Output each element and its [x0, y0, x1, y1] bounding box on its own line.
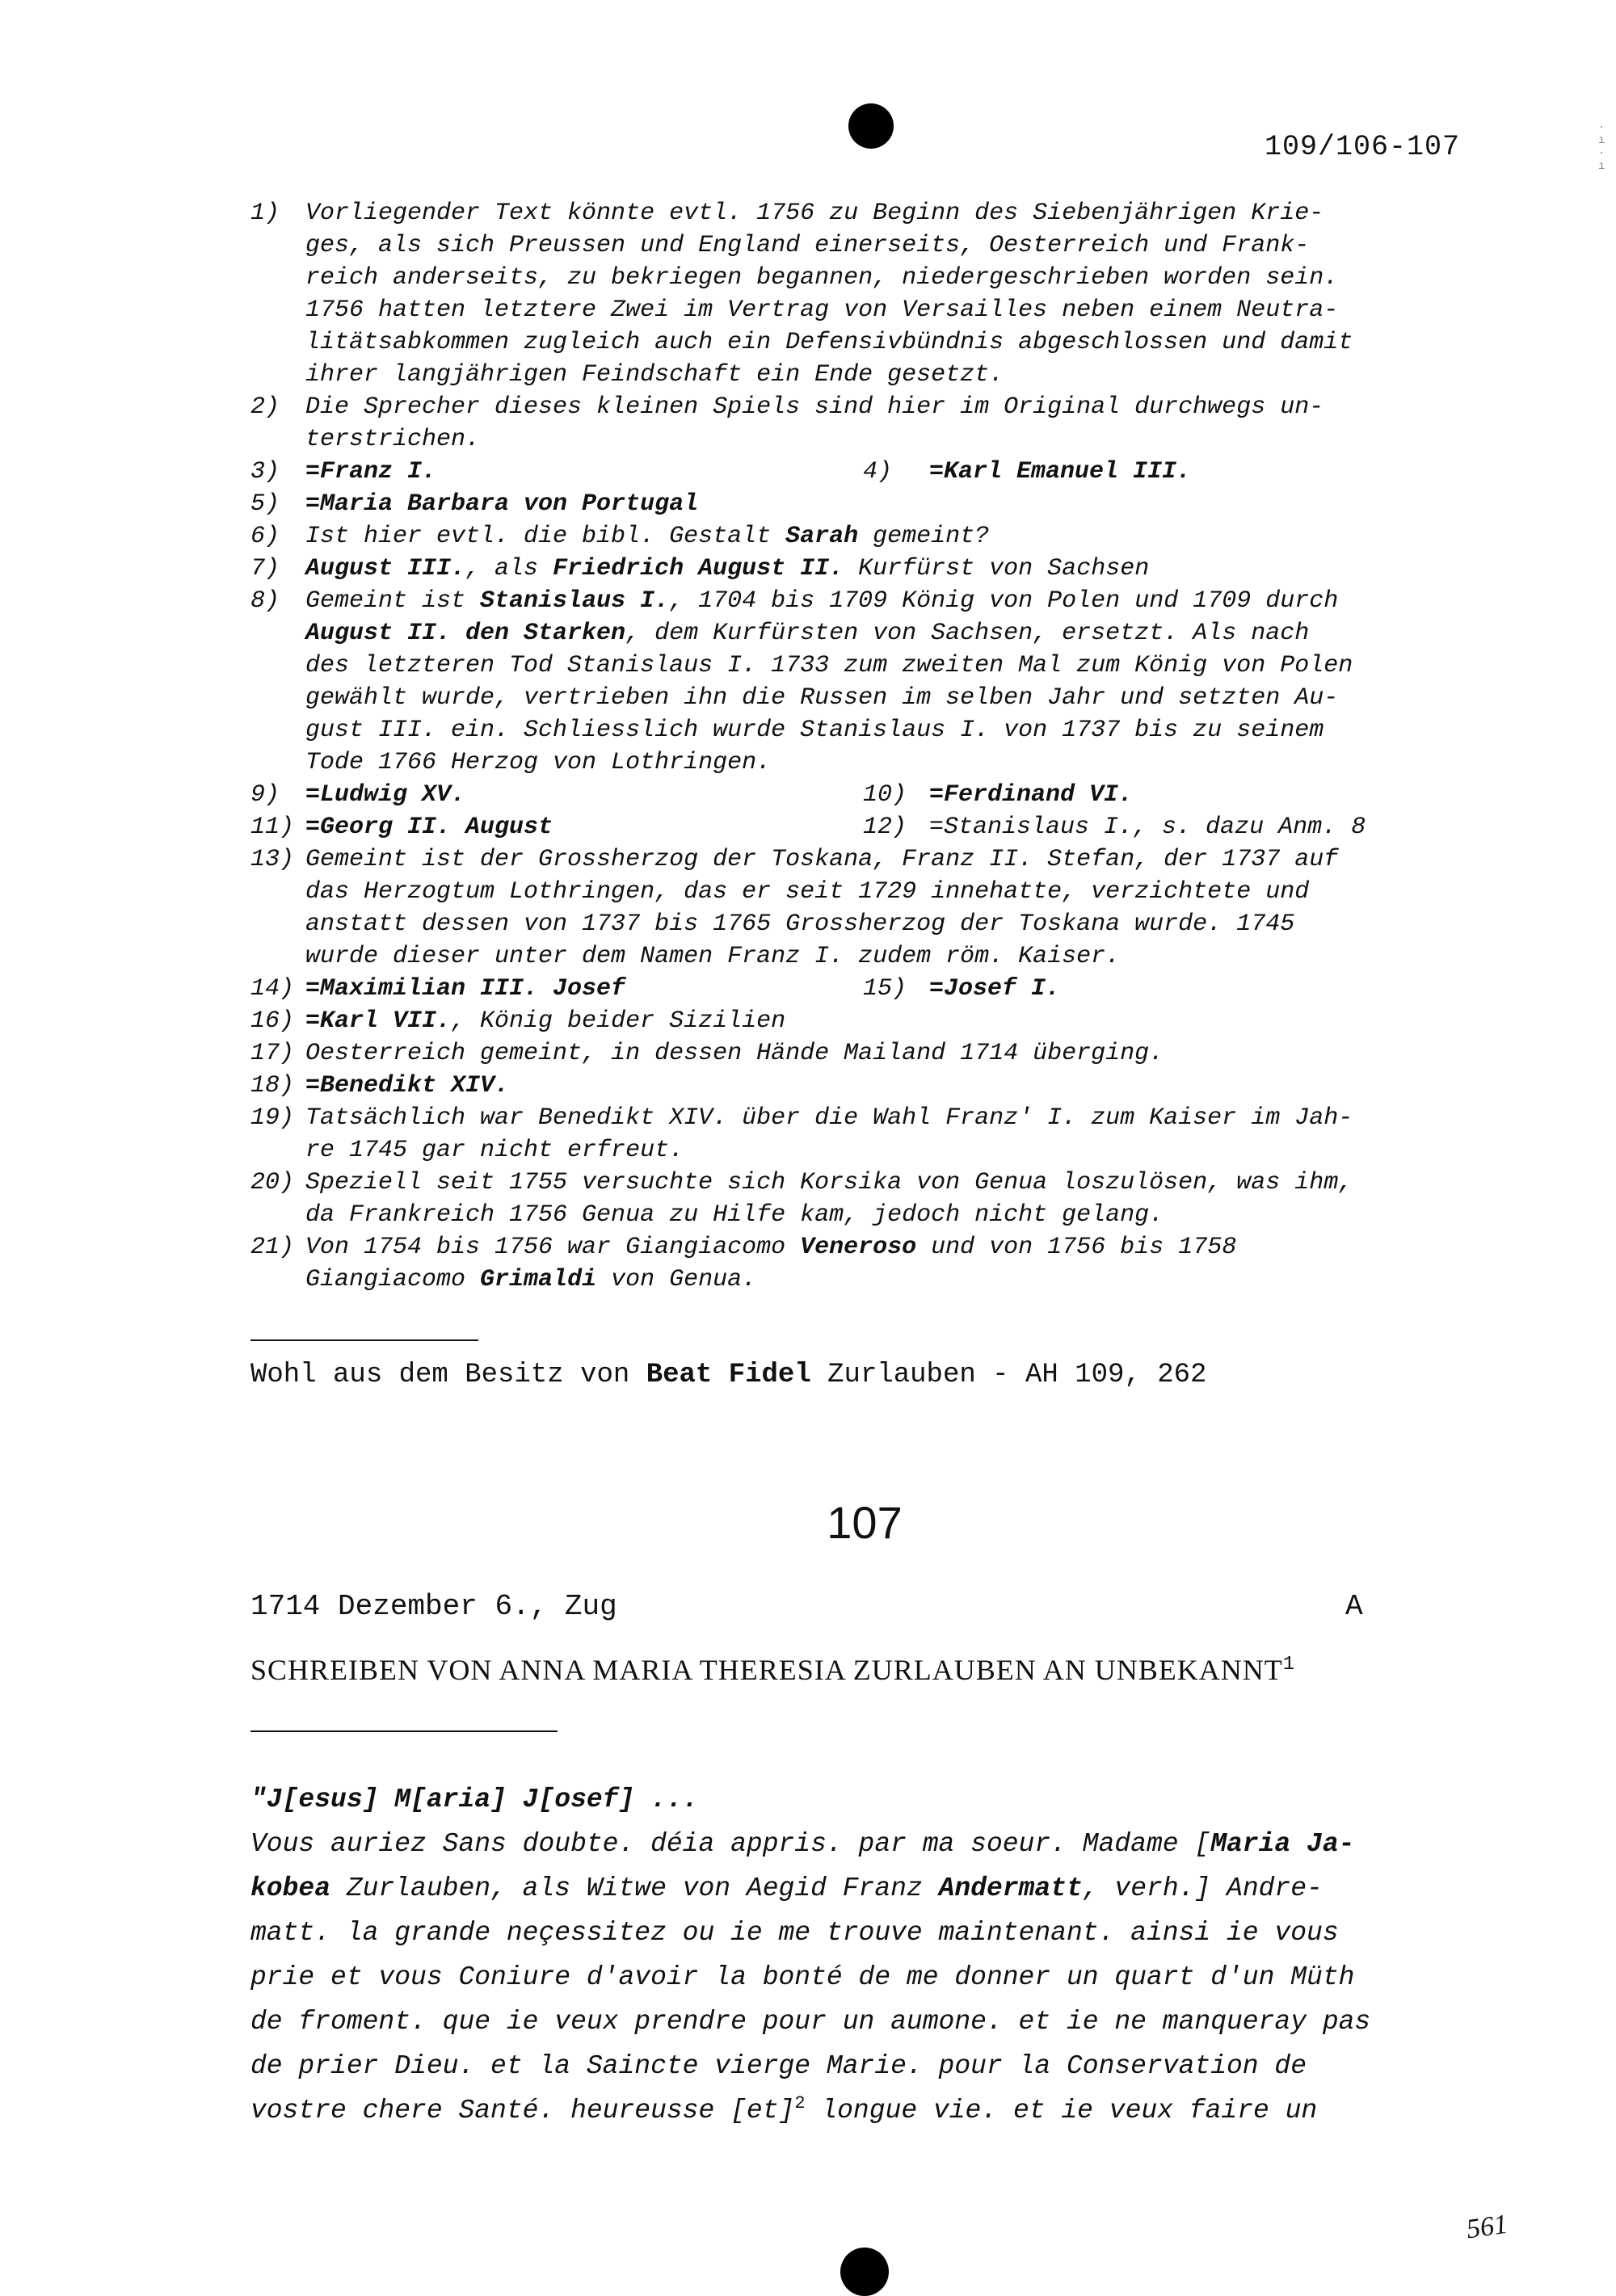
text-run: Zurlauben - AH 109, 262 — [810, 1360, 1207, 1390]
emphasis-text: August III. — [305, 555, 466, 582]
text-run: re 1745 gar nicht erfreut. — [305, 1137, 684, 1164]
footnote-line — [305, 1037, 1495, 1070]
emphasis-text: Grimaldi — [480, 1266, 597, 1293]
text-run: =Stanislaus I., s. dazu Anm. 8 — [929, 814, 1366, 841]
footnote-number: 19) — [250, 1104, 295, 1132]
footnote-text — [305, 1102, 1495, 1167]
provenance-note — [250, 1360, 1206, 1390]
emphasis-text: Sarah — [785, 523, 859, 550]
emphasis-text: =Franz I. — [305, 458, 437, 486]
margin-marks: · ı · ı — [1598, 121, 1605, 173]
text-run: Wohl aus dem Besitz von — [250, 1360, 646, 1390]
text-run: longue vie. et ie veux faire un — [805, 2096, 1318, 2126]
letter-line — [250, 1955, 1511, 2000]
footnote-text — [305, 553, 1495, 585]
emphasis-text: Veneroso — [800, 1234, 917, 1261]
footnote-line — [305, 940, 1495, 973]
footnote-line — [305, 1102, 1495, 1134]
text-run: des letzteren Tod Stanislaus I. 1733 zum zweiten Mal zum König von Polen — [305, 652, 1353, 679]
footnote-line — [305, 1167, 1495, 1199]
document-title-text: SCHREIBEN VON ANNA MARIA THERESIA ZURLAUBEN AN UNBEKANNT — [250, 1654, 1283, 1686]
footnote-item — [250, 843, 1495, 973]
footnote-text — [305, 1037, 1495, 1070]
text-run: da Frankreich 1756 Genua zu Hilfe kam, jedoch nicht gelang. — [305, 1201, 1164, 1229]
footnote-number: 3) — [250, 458, 280, 486]
footnote-text — [305, 197, 1495, 391]
text-run: , als — [465, 555, 553, 582]
letter-line — [250, 2044, 1511, 2088]
text-run: und von 1756 bis 1758 — [916, 1234, 1237, 1261]
emphasis-text: =Josef I. — [929, 975, 1061, 1003]
footnote-number: 10) — [863, 781, 907, 809]
footnotes — [250, 197, 1495, 1296]
text-run: matt. la grande neçessitez ou ie me trouve maintenant. ainsi ie vous — [250, 1918, 1339, 1948]
footnote-item — [250, 585, 1495, 779]
document-number: 107 — [827, 1497, 903, 1548]
document-title — [250, 1653, 1295, 1687]
footnote-text — [305, 1167, 1495, 1231]
footnote-number: 14) — [250, 975, 295, 1003]
emphasis-text: =Karl Emanuel III. — [929, 458, 1192, 486]
footnote-line — [305, 617, 1495, 650]
footnote-line — [305, 294, 1495, 326]
text-run: , verh.] Andre- — [1082, 1873, 1323, 1903]
emphasis-text: =Karl VII. — [305, 1007, 452, 1035]
document-letter-code: A — [1345, 1590, 1363, 1623]
emphasis-text: =Ferdinand VI. — [929, 781, 1134, 809]
emphasis-text: Friedrich August II. — [553, 555, 844, 582]
text-run: Von 1754 bis 1756 war Giangiacomo — [305, 1234, 801, 1261]
text-run: von Genua. — [596, 1266, 757, 1293]
footnote-number: 8) — [250, 587, 280, 615]
footnote-number: 5) — [250, 490, 280, 518]
footnote-line — [305, 876, 1495, 908]
footnote-item — [250, 1231, 1495, 1296]
footnote-line — [305, 1070, 1495, 1102]
separator-rule — [250, 1339, 478, 1341]
footnote-line — [305, 1231, 1495, 1264]
page-reference: 109/106-107 — [1265, 131, 1461, 163]
footnote-number: 6) — [250, 523, 280, 550]
text-run: Ist hier evtl. die bibl. Gestalt — [305, 523, 786, 550]
punch-hole-bottom — [840, 2248, 889, 2296]
footnote-line — [305, 650, 1495, 682]
footnote-line — [305, 843, 1495, 876]
text-run: litätsabkommen zugleich auch ein Defensivbündnis abgeschlossen und damit — [305, 329, 1353, 356]
letter-transcription — [250, 1777, 1511, 2133]
title-footnote-ref: 1 — [1282, 1654, 1296, 1676]
footnote-line — [305, 908, 1495, 940]
footnote-text — [305, 488, 1495, 520]
footnote-number: 11) — [250, 814, 295, 841]
footnote-line — [305, 1264, 1495, 1296]
footnote-item-second-column — [863, 779, 1133, 811]
text-run: , dem Kurfürsten von Sachsen, ersetzt. Als nach — [625, 620, 1310, 647]
footnote-line — [305, 423, 1495, 456]
footnote-number: 2) — [250, 393, 280, 421]
text-run: gust III. ein. Schliesslich wurde Stanislaus I. von 1737 bis zu seinem — [305, 717, 1324, 744]
emphasis-text: Andermatt — [938, 1873, 1083, 1903]
text-run: das Herzogtum Lothringen, das er seit 1729 innehatte, verzichtete und — [305, 878, 1310, 906]
footnote-line — [305, 359, 1495, 391]
footnote-number: 17) — [250, 1040, 295, 1067]
footnote-line — [305, 682, 1495, 714]
text-run: ges, als sich Preussen und England einerseits, Oesterreich und Frank- — [305, 232, 1310, 259]
emphasis-text: Maria Ja- — [1210, 1829, 1355, 1859]
footnote-line — [305, 714, 1495, 746]
footnote-item — [250, 520, 1495, 553]
text-run: Giangiacomo — [305, 1266, 481, 1293]
text-run: reich anderseits, zu bekriegen begannen, niedergeschrieben worden sein. — [305, 264, 1339, 292]
text-run: Tode 1766 Herzog von Lothringen. — [305, 749, 772, 776]
text-run: prie et vous Coniure d'avoir la bonté de me donner un quart d'un Müth — [250, 1962, 1355, 1992]
footnote-item — [250, 1102, 1495, 1167]
footnote-number: 1) — [250, 200, 280, 227]
text-run: terstrichen. — [305, 426, 481, 453]
footnote-item — [250, 811, 1495, 843]
footnote-text — [305, 1005, 1495, 1037]
text-run: gewählt wurde, vertrieben ihn die Russen im selben Jahr und setzten Au- — [305, 684, 1339, 712]
emphasis-text: Beat Fidel — [646, 1360, 811, 1390]
emphasis-text: =Maximilian III. Josef — [305, 975, 626, 1003]
text-run: Gemeint ist der Grossherzog der Toskana, Franz II. Stefan, der 1737 auf — [305, 846, 1339, 873]
footnote-number: 15) — [863, 975, 907, 1003]
footnote-item — [250, 1037, 1495, 1070]
footnote-text — [305, 1070, 1495, 1102]
letter-line — [250, 2000, 1511, 2044]
emphasis-text: =Benedikt XIV. — [305, 1072, 510, 1100]
footnote-item — [250, 1005, 1495, 1037]
footnote-item — [250, 1070, 1495, 1102]
text-run: Speziell seit 1755 versuchte sich Korsika von Genua loszulösen, was ihm, — [305, 1169, 1353, 1196]
footnote-line — [305, 520, 1495, 553]
text-run: Vorliegender Text könnte evtl. 1756 zu Beginn des Siebenjährigen Krie- — [305, 200, 1324, 227]
footnote-line — [305, 391, 1495, 423]
text-run: Oesterreich gemeint, in dessen Hände Mailand 1714 überging. — [305, 1040, 1164, 1067]
footnote-text — [305, 585, 1495, 779]
footnote-line — [305, 229, 1495, 262]
footnote-line — [305, 488, 1495, 520]
footnote-line — [305, 1199, 1495, 1231]
letter-line — [250, 1822, 1511, 1866]
footnote-line — [305, 1134, 1495, 1167]
text-run: Tatsächlich war Benedikt XIV. über die Wahl Franz' I. zum Kaiser im Jah- — [305, 1104, 1353, 1132]
letter-line — [250, 1777, 1511, 1822]
text-run: Gemeint ist — [305, 587, 481, 615]
footnote-ref: 2 — [794, 2093, 806, 2113]
text-run: , 1704 bis 1709 König von Polen und 1709 durch — [669, 587, 1339, 615]
text-run: Die Sprecher dieses kleinen Spiels sind hier im Original durchwegs un- — [305, 393, 1324, 421]
footnote-item — [250, 553, 1495, 585]
emphasis-text: =Ludwig XV. — [305, 781, 466, 809]
emphasis-text: Stanislaus I. — [480, 587, 670, 615]
footnote-item — [250, 779, 1495, 811]
footnote-number: 7) — [250, 555, 280, 582]
text-run: de froment. que ie veux prendre pour un aumone. et ie ne manqueray pas — [250, 2007, 1371, 2037]
footnote-item — [250, 391, 1495, 456]
footnote-number: 9) — [250, 781, 280, 809]
footnote-text — [305, 843, 1495, 973]
text-run: Kurfürst von Sachsen — [844, 555, 1150, 582]
emphasis-text: kobea — [250, 1873, 331, 1903]
footnote-number: 4) — [863, 458, 893, 486]
text-run: de prier Dieu. et la Saincte vierge Marie. pour la Conservation de — [250, 2051, 1307, 2081]
footnote-item-second-column — [863, 973, 1060, 1005]
footnote-number: 13) — [250, 846, 295, 873]
text-run: gemeint? — [858, 523, 990, 550]
text-run: wurde dieser unter dem Namen Franz I. zudem röm. Kaiser. — [305, 943, 1121, 970]
footnote-number: 20) — [250, 1169, 295, 1196]
text-run: anstatt dessen von 1737 bis 1765 Grossherzog der Toskana wurde. 1745 — [305, 910, 1295, 938]
footnote-item — [250, 973, 1495, 1005]
text-run: vostre chere Santé. heureusse [et] — [250, 2096, 795, 2126]
footnote-line — [305, 262, 1495, 294]
emphasis-text: =Georg II. August — [305, 814, 553, 841]
footnote-number: 12) — [863, 814, 907, 841]
footnote-text — [305, 391, 1495, 456]
footnote-line — [305, 197, 1495, 229]
footnote-line — [305, 1005, 1495, 1037]
text-run: 1756 hatten letztere Zwei im Vertrag von Versailles neben einem Neutra- — [305, 296, 1339, 324]
footnote-item — [250, 456, 1495, 488]
footnote-item-second-column — [863, 456, 1191, 488]
date-line: 1714 Dezember 6., Zug — [250, 1590, 617, 1623]
footnote-line — [305, 746, 1495, 779]
letter-line — [250, 1866, 1511, 1911]
footnote-line — [305, 326, 1495, 359]
handwritten-page-mark: 561 — [1464, 2209, 1510, 2245]
footnote-item — [250, 488, 1495, 520]
footnote-text — [305, 520, 1495, 553]
footnote-number: 16) — [250, 1007, 295, 1035]
footnote-item — [250, 197, 1495, 391]
footnote-item-second-column — [863, 811, 1366, 843]
footnote-item — [250, 1167, 1495, 1231]
text-run: Zurlauben, als Witwe von Aegid Franz — [330, 1873, 939, 1903]
emphasis-text: "J[esus] M[aria] J[osef] ... — [250, 1785, 699, 1815]
letter-line — [250, 1911, 1511, 1955]
punch-hole-top — [848, 103, 894, 149]
footnote-line — [305, 553, 1495, 585]
footnote-number: 21) — [250, 1234, 295, 1261]
footnote-number: 18) — [250, 1072, 295, 1100]
emphasis-text: August II. den Starken — [305, 620, 626, 647]
footnote-line — [305, 585, 1495, 617]
emphasis-text: =Maria Barbara von Portugal — [305, 490, 699, 518]
text-run: Vous auriez Sans doubte. déia appris. par ma soeur. Madame [ — [250, 1829, 1211, 1859]
text-run: ihrer langjährigen Feindschaft ein Ende gesetzt. — [305, 361, 1004, 389]
letter-line — [250, 2088, 1511, 2133]
text-run: , König beider Sizilien — [451, 1007, 786, 1035]
footnote-text — [305, 1231, 1495, 1296]
title-rule — [250, 1730, 558, 1732]
